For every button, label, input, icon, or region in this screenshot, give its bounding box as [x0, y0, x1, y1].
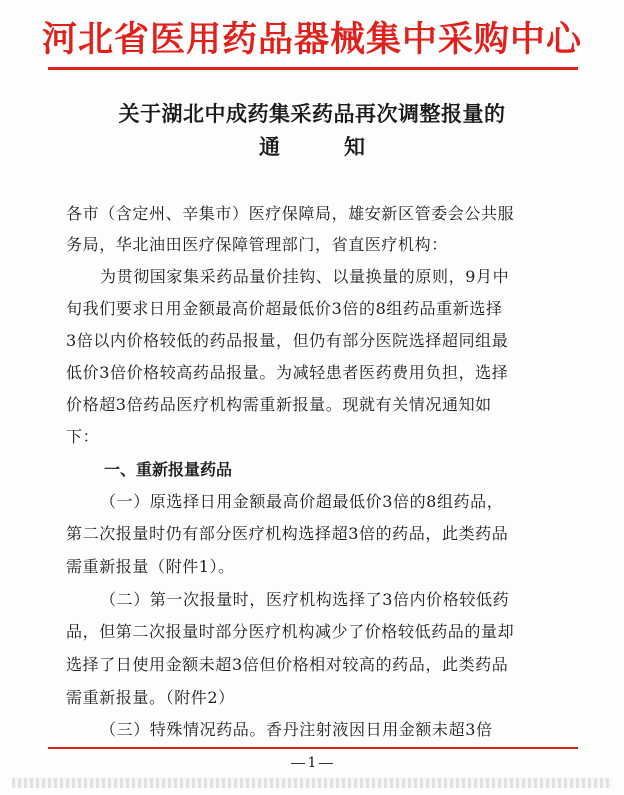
page-number-value: 1 [307, 755, 317, 771]
dash-left [291, 763, 305, 764]
paragraph-line: 需重新报量。（附件2） [66, 688, 235, 707]
paragraph-line: 第二次报量时仍有部分医疗机构选择超3倍的药品，此类药品 [66, 524, 509, 543]
paragraph-line: （一）原选择日用金额最高价超最低价3倍的8组药品， [100, 492, 504, 511]
notice-title-line-1: 关于湖北中成药集采药品再次调整报量的 [118, 102, 506, 126]
paragraph-line: 旬我们要求日用金额最高价超最低价3倍的8组药品重新选择 [66, 299, 503, 318]
letterhead-rule [48, 67, 578, 70]
notice-title-line-2: 通知 [259, 135, 429, 159]
dash-right [319, 763, 333, 764]
paragraph-line: 为贯彻国家集采药品量价挂钩、以量换量的原则，9月中 [100, 267, 510, 286]
paragraph-line: 价格超3倍药品医疗机构需重新报量。现就有关情况通知如 [66, 395, 492, 414]
paragraph-line: 需重新报量（附件1）。 [66, 557, 235, 576]
paragraph-line: （二）第一次报量时，医疗机构选择了3倍内价格较低药 [100, 590, 510, 609]
paragraph-line: （三）特殊情况药品。香丹注射液因日用金额未超3倍 [100, 720, 493, 739]
org-letterhead: 河北省医用药品器械集中采购中心 [41, 19, 582, 60]
page-number [0, 755, 624, 771]
scan-edge-band [12, 778, 612, 788]
paragraph-line: 3倍以内价格较低的药品报量，但仍有部分医院选择超同组最 [66, 331, 509, 350]
paragraph-line: 低价3倍价格较高药品报量。为减轻患者医药费用负担，选择 [66, 363, 509, 382]
paragraph-line: 选择了日使用金额未超3倍但价格相对较高的药品，此类药品 [66, 655, 509, 674]
addressee-line-1: 各市（含定州、辛集市）医疗保障局，雄安新区管委会公共服 [66, 204, 515, 223]
footer-rule [48, 747, 578, 749]
paragraph-line: 下： [66, 427, 100, 446]
paragraph-line: 品，但第二次报量时部分医疗机构减少了价格较低药品的量却 [66, 622, 515, 641]
addressee-line-2: 务局，华北油田医疗保障管理部门，省直医疗机构： [66, 235, 448, 254]
section-heading: 一、重新报量药品 [104, 460, 233, 479]
